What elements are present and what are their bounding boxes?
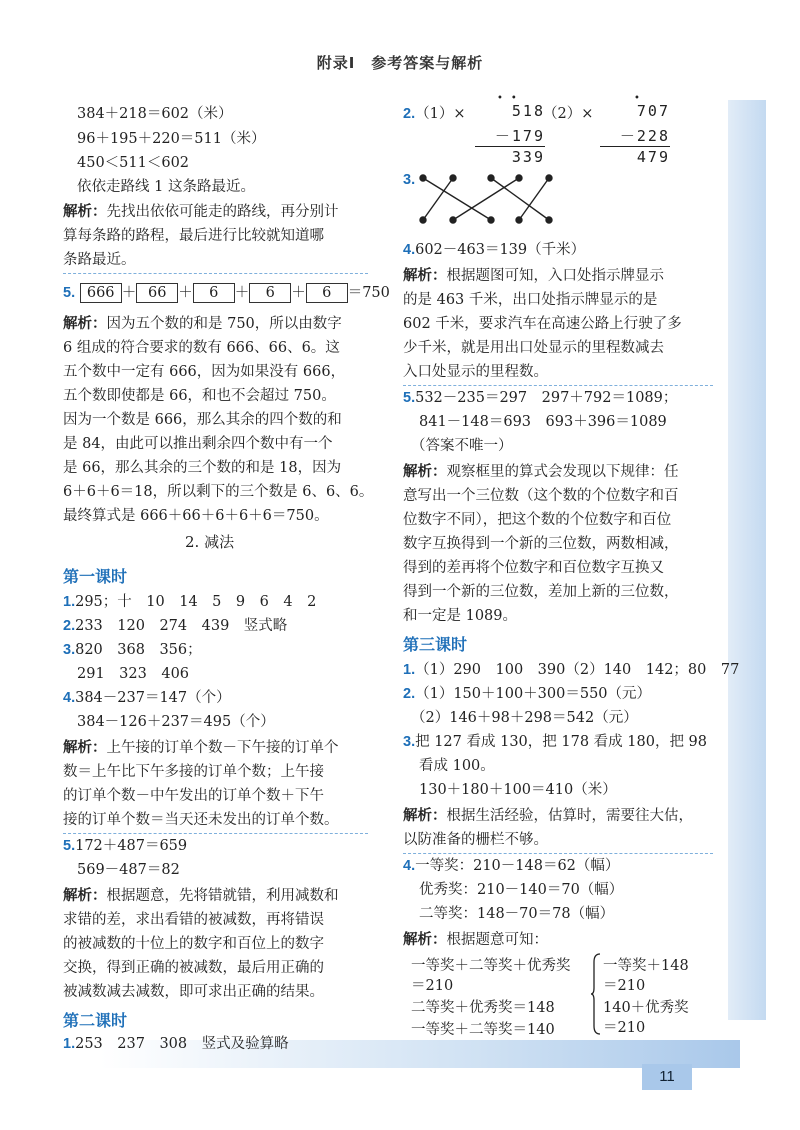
analysis-line: 五个数中一定有 666，因为如果没有 666， [63, 364, 346, 380]
match-dot [420, 175, 426, 181]
answer-line: 依依走路线 1 这条路最近。 [77, 179, 255, 195]
match-dot [516, 175, 522, 181]
analysis-label: 解析： [403, 932, 447, 948]
answer-line [403, 388, 677, 408]
match-dot [488, 175, 494, 181]
analysis-line [403, 806, 693, 826]
brace-icon [590, 952, 602, 1036]
analysis-line: 位数字不同），把这个数的个位数字和百位 [403, 512, 672, 528]
answer-line: 569－487＝82 [77, 862, 180, 878]
answer-box: 6 [249, 283, 291, 303]
equation-line: ＝210 [603, 1020, 646, 1036]
analysis-text: 上午接的订单个数－下午接的订单个 [106, 740, 339, 756]
question-number: 2. [403, 106, 416, 122]
question-number: 4. [403, 858, 416, 874]
answer-line: 看成 100。 [419, 758, 495, 774]
equation-line: 一等奖＋二等奖＝140 [411, 1022, 555, 1038]
subtraction-rule [475, 146, 545, 147]
analysis-line: 是 84，由此可以推出剩余四个数中有一个 [63, 436, 333, 452]
analysis-line: 条路最近。 [63, 252, 136, 268]
answer-line: 384－126＋237＝495（个） [77, 714, 275, 730]
analysis-label: 解析： [63, 888, 107, 904]
analysis-line: 和一定是 1089。 [403, 608, 518, 624]
analysis-label: 解析： [403, 464, 447, 480]
answer-text: （1）150＋100＋300＝550（元） [415, 686, 652, 702]
answer-line [403, 660, 739, 680]
match-dot [516, 217, 522, 223]
question-number: 3. [63, 642, 76, 658]
answer-text: 一等奖：210－148＝62（幅） [415, 858, 620, 874]
question-number: 5. [63, 285, 76, 301]
section-title: 2. 减法 [185, 533, 235, 551]
divider [403, 853, 713, 854]
subtraction-result: 479 [636, 148, 670, 166]
analysis-text: 根据题图可知，入口处指示牌显示 [446, 268, 664, 284]
match-line [519, 178, 549, 220]
analysis-line: 得到一个新的三位数，差加上新的三位数， [403, 584, 679, 600]
match-line [423, 178, 453, 220]
subtraction-rule [600, 146, 670, 147]
answer-line: 96＋195＋220＝511（米） [77, 131, 266, 147]
match-dot [488, 217, 494, 223]
question-5-boxes [63, 281, 390, 305]
analysis-line: 602 千米，要求汽车在高速公路上行驶了多 [403, 316, 682, 332]
subtraction-top: 518 [511, 102, 545, 120]
analysis-line: 接的订单个数＝当天还未发出的订单个数。 [63, 812, 339, 828]
subtraction-middle: －228 [619, 127, 670, 145]
lesson-heading: 第二课时 [63, 1011, 128, 1030]
analysis-line [63, 738, 339, 758]
page-header: 附录Ⅰ 参考答案与解析 [316, 54, 484, 72]
plus-sign: ＋ [234, 285, 250, 301]
answer-line: 384＋218＝602（米） [77, 106, 233, 122]
analysis-line [403, 266, 664, 286]
analysis-line: 五个数即使都是 66，和也不会超过 750。 [63, 388, 336, 404]
answer-text: 532－235＝297 297＋792＝1089； [415, 390, 678, 406]
plus-sign: ＋ [121, 285, 137, 301]
question-2-label [403, 104, 465, 124]
analysis-text: 根据题意，先将错就错，利用减数和 [106, 888, 339, 904]
answer-text: 602－463＝139（千米） [415, 242, 586, 258]
analysis-line: 是 66，那么其余的三个数的和是 18，因为 [63, 460, 342, 476]
answer-text: （1）290 100 390（2）140 142；80 77 [415, 662, 740, 678]
answer-line [63, 836, 187, 856]
answer-box: 6 [193, 283, 235, 303]
equation-line: 一等奖＋148 [603, 958, 689, 974]
question-number: 4. [403, 242, 416, 258]
subtraction-result: 339 [511, 148, 545, 166]
answer-text: 820 368 356； [75, 642, 202, 658]
match-line [491, 178, 549, 220]
decorative-side-band [728, 100, 766, 1020]
question-number: 2. [403, 686, 416, 702]
answer-box: 6 [306, 283, 348, 303]
question-number: 5. [403, 390, 416, 406]
subtraction-middle: －179 [494, 127, 545, 145]
answer-line [63, 688, 231, 708]
analysis-line: 算每条路的路程，最后进行比较就知道哪 [63, 228, 324, 244]
analysis-line [403, 462, 679, 482]
answer-line [63, 616, 287, 636]
analysis-label: 解析： [403, 268, 447, 284]
analysis-text: 因为五个数的和是 750，所以由数字 [106, 316, 342, 332]
question-number: 1. [63, 1036, 76, 1052]
answer-text: 172＋487＝659 [75, 838, 188, 854]
analysis-line: 求错的差，求出看错的被减数，再将错误 [63, 912, 324, 928]
question-number: 5. [63, 838, 76, 854]
analysis-text: 根据题意可知： [446, 932, 548, 948]
match-line [453, 178, 519, 220]
analysis-line: 入口处显示的里程数。 [403, 364, 548, 380]
question-2-part2: （2）× [543, 106, 594, 122]
answer-line: （答案不唯一） [411, 438, 513, 454]
equals-result: ＝750 [347, 285, 390, 301]
divider [63, 833, 368, 834]
analysis-line [63, 886, 339, 906]
page-number: 11 [642, 1064, 692, 1090]
answer-line [403, 732, 707, 752]
analysis-line: 因为一个数是 666，那么其余的四个数的和 [63, 412, 342, 428]
analysis-line: 数＝上午比下午多接的订单个数；上午接 [63, 764, 324, 780]
question-3-label [403, 170, 415, 190]
analysis-label: 解析： [63, 316, 107, 332]
equation-line: 140＋优秀奖 [603, 1000, 689, 1016]
borrow-dots: •• [497, 93, 525, 104]
analysis-line [63, 202, 339, 222]
analysis-label: 解析： [63, 204, 107, 220]
analysis-line: 的是 463 千米，出口处指示牌显示的是 [403, 292, 658, 308]
answer-line [403, 856, 619, 876]
match-dot [420, 217, 426, 223]
answer-box: 66 [136, 283, 178, 303]
plus-sign: ＋ [178, 285, 193, 301]
answer-line [63, 640, 202, 660]
match-dot [546, 217, 552, 223]
answer-line [403, 684, 651, 704]
answer-text: （1）× [415, 106, 466, 122]
question-number: 3. [403, 172, 416, 188]
analysis-line: 的被减数的十位上的数字和百位上的数字 [63, 936, 324, 952]
match-line [423, 178, 491, 220]
answer-line [63, 1034, 289, 1054]
analysis-line: 的订单个数－中午发出的订单个数＋下午 [63, 788, 324, 804]
analysis-line [63, 314, 342, 334]
analysis-label: 解析： [403, 808, 447, 824]
analysis-line: 少千米，就是用出口处显示的里程数减去 [403, 340, 664, 356]
answer-line: （2）146＋98＋298＝542（元） [411, 710, 638, 726]
answer-line [63, 592, 316, 612]
answer-line [403, 240, 585, 260]
answer-line: 841－148＝693 693＋396＝1089 [419, 414, 667, 430]
analysis-line: 6 组成的符合要求的数有 666、66、6。这 [63, 340, 340, 356]
question-number: 2. [63, 618, 76, 634]
analysis-line: 被减数减去减数，即可求出正确的结果。 [63, 984, 324, 1000]
answer-line: 450＜511＜602 [77, 155, 190, 171]
analysis-line: 最终算式是 666＋66＋6＋6＋6＝750。 [63, 508, 329, 524]
question-number: 1. [403, 662, 416, 678]
equation-line: ＝210 [411, 978, 454, 994]
answer-text: 把 127 看成 130，把 178 看成 180，把 98 [415, 734, 708, 750]
equation-line: 二等奖＋优秀奖＝148 [411, 1000, 555, 1016]
question-number: 1. [63, 594, 76, 610]
equation-line: 一等奖＋二等奖＋优秀奖 [411, 958, 571, 974]
match-dot [450, 217, 456, 223]
subtraction-top: 707 [636, 102, 670, 120]
answer-text: 253 237 308 竖式及验算略 [75, 1036, 289, 1052]
analysis-line: 数字互换得到一个新的三位数，两数相减， [403, 536, 679, 552]
analysis-line: 得到的差再将个位数字和百位数字互换又 [403, 560, 664, 576]
match-dot [546, 175, 552, 181]
answer-text: 384－237＝147（个） [75, 690, 231, 706]
lesson-heading: 第三课时 [403, 635, 468, 654]
analysis-label: 解析： [63, 740, 107, 756]
plus-sign: ＋ [291, 285, 306, 301]
answer-line: 130＋180＋100＝410（米） [419, 782, 617, 798]
analysis-line: 意写出一个三位数（这个数的个位数字和百 [403, 488, 679, 504]
divider [403, 385, 713, 386]
match-dot [450, 175, 456, 181]
answer-line: 二等奖：148－70＝78（幅） [419, 906, 615, 922]
question-number: 3. [403, 734, 416, 750]
answer-text: 233 120 274 439 竖式略 [75, 618, 288, 634]
analysis-text: 观察框里的算式会发现以下规律：任 [446, 464, 679, 480]
matching-lines-diagram [415, 172, 560, 227]
analysis-text: 根据生活经验，估算时，需要往大估， [446, 808, 693, 824]
answer-text: 295；十 10 14 5 9 6 4 2 [75, 594, 317, 610]
equation-line: ＝210 [603, 978, 646, 994]
answer-box: 666 [80, 283, 122, 303]
analysis-line: 以防准备的栅栏不够。 [403, 832, 548, 848]
analysis-line [403, 930, 548, 950]
analysis-text: 先找出依依可能走的路线，再分别计 [106, 204, 339, 220]
question-number: 4. [63, 690, 76, 706]
analysis-line: 交换，得到正确的被减数，最后用正确的 [63, 960, 324, 976]
lesson-heading: 第一课时 [63, 567, 128, 586]
divider [63, 273, 368, 274]
borrow-dots: • [634, 93, 648, 104]
answer-line: 291 323 406 [77, 666, 190, 682]
answer-line: 优秀奖：210－140＝70（幅） [419, 882, 624, 898]
analysis-line: 6＋6＋6＝18，所以剩下的三个数是 6、6、6。 [63, 484, 374, 500]
